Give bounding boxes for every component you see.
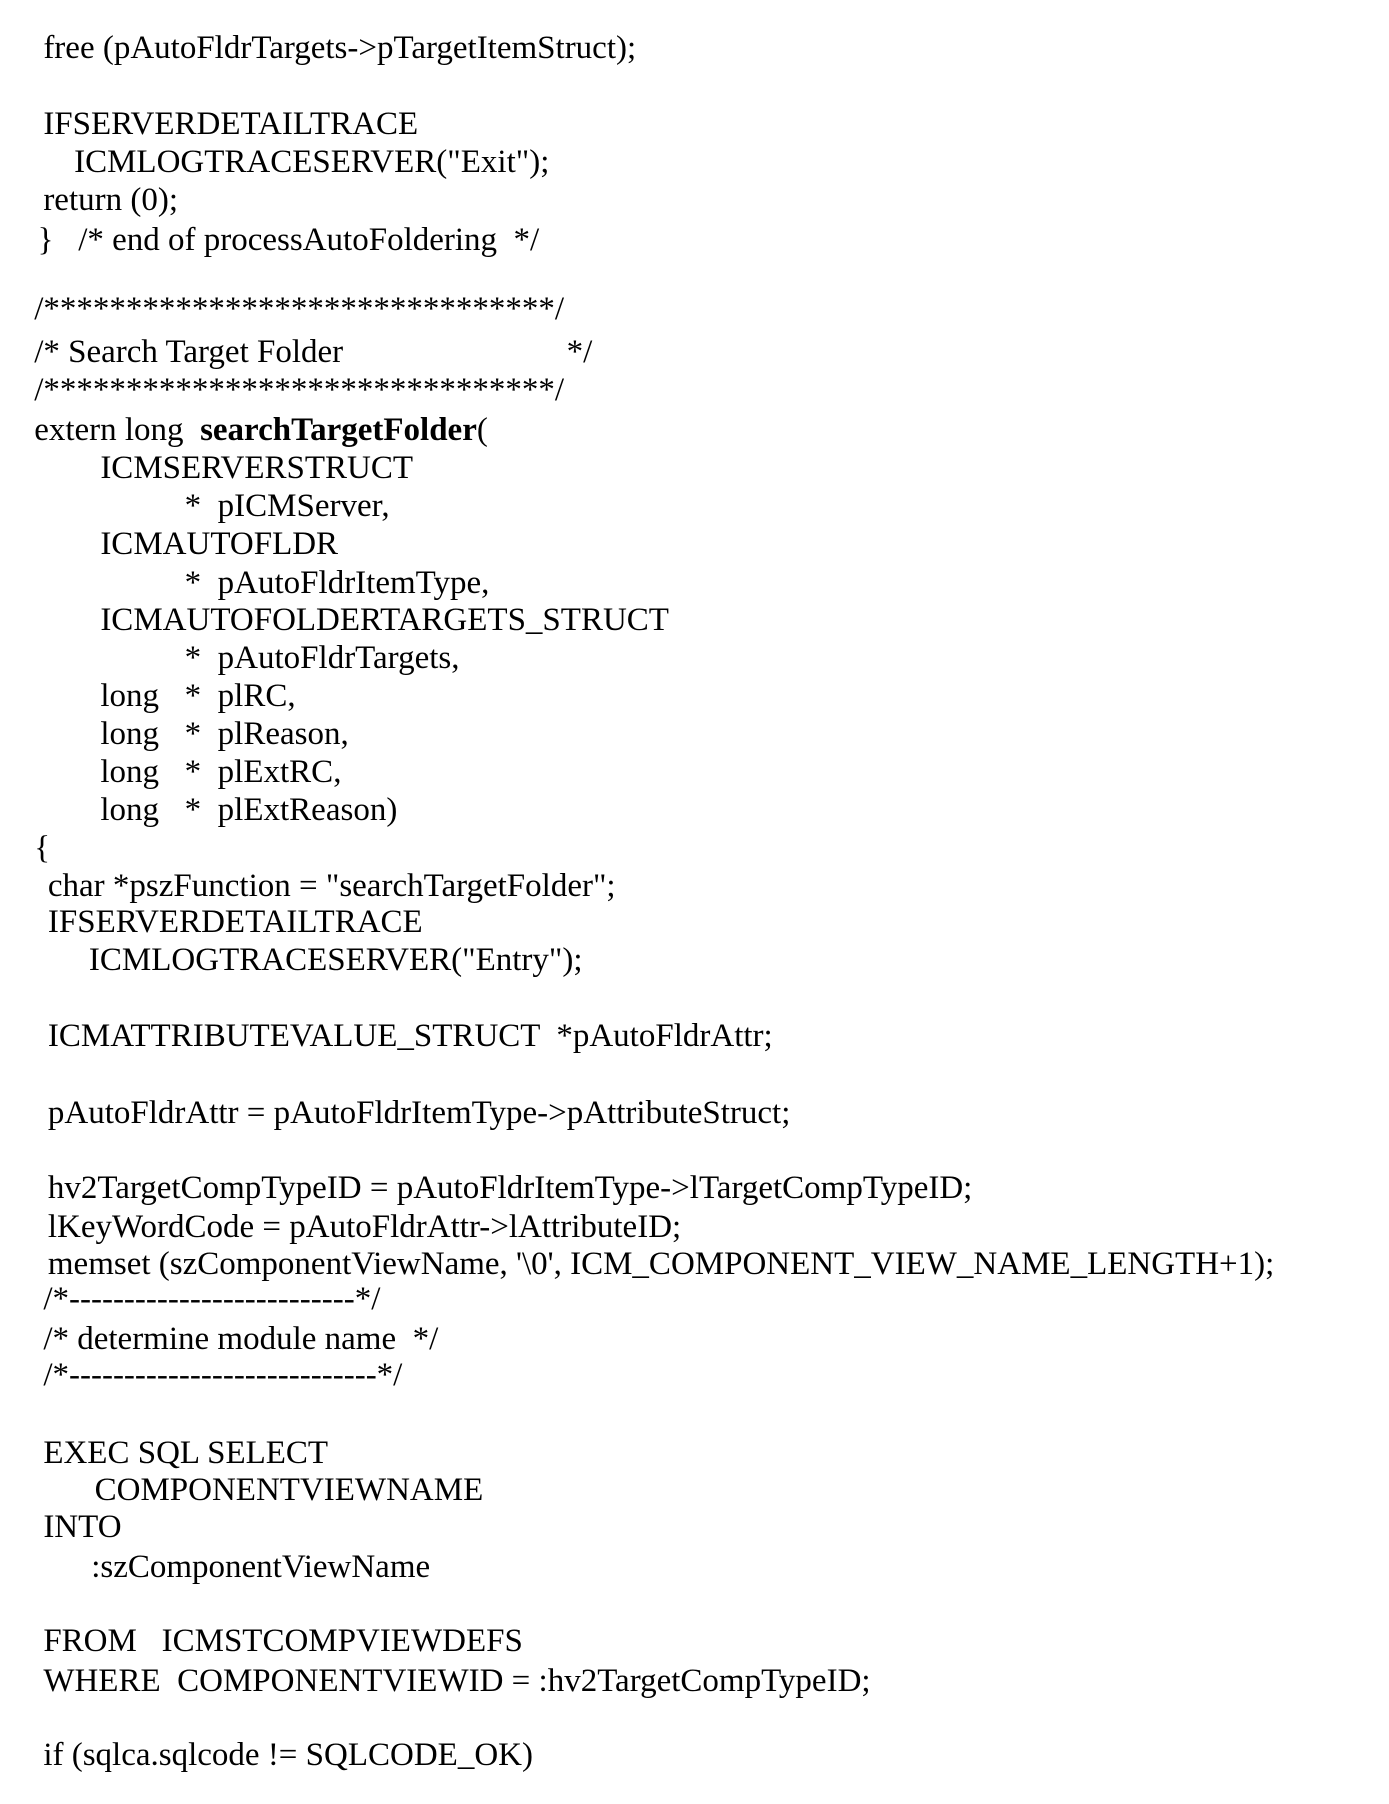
code-line — [43, 181, 178, 219]
code-line — [43, 1736, 533, 1774]
code-text: lKeyWordCode = pAutoFldrAttr->lAttributeID; — [48, 1209, 681, 1245]
code-line — [48, 1094, 791, 1132]
code-text: ICMSERVERSTRUCT — [100, 450, 413, 486]
code-line — [100, 677, 159, 715]
code-line — [34, 333, 343, 371]
code-text: free (pAutoFldrTargets->pTargetItemStruct); — [43, 30, 636, 66]
code-text: return (0); — [43, 182, 178, 218]
code-text: long — [100, 678, 159, 714]
code-line — [43, 105, 418, 143]
code-line — [91, 1548, 430, 1586]
code-text: ICMAUTOFOLDERTARGETS_STRUCT — [100, 602, 669, 638]
code-text: } /* end of processAutoFoldering */ — [38, 222, 540, 258]
code-text: FROM ICMSTCOMPVIEWDEFS — [43, 1623, 523, 1659]
code-line — [43, 1434, 328, 1472]
code-line — [34, 371, 564, 409]
code-text: * plRC, — [185, 677, 296, 715]
code-text: INTO — [43, 1509, 121, 1545]
code-text: :szComponentViewName — [91, 1549, 430, 1585]
function-name: searchTargetFolder — [200, 412, 477, 448]
code-text: ICMATTRIBUTEVALUE_STRUCT *pAutoFldrAttr; — [48, 1018, 773, 1054]
code-text: IFSERVERDETAILTRACE — [48, 904, 423, 940]
code-line — [95, 1471, 484, 1509]
code-line — [89, 941, 583, 979]
code-text: pAutoFldrAttr = pAutoFldrItemType->pAttributeStruct; — [48, 1095, 791, 1131]
code-line — [100, 715, 159, 753]
code-text: /*******************************/ — [34, 291, 564, 327]
code-text: ICMLOGTRACESERVER("Entry"); — [89, 942, 583, 978]
code-text: EXEC SQL SELECT — [43, 1435, 328, 1471]
code-line — [43, 1356, 402, 1394]
code-text: extern long — [34, 412, 200, 448]
code-line — [100, 791, 159, 829]
code-line — [74, 143, 549, 181]
code-text: long — [100, 716, 159, 752]
code-line — [43, 29, 636, 67]
code-line — [43, 1320, 438, 1358]
code-line — [34, 829, 50, 867]
code-line — [48, 1208, 681, 1246]
code-line — [48, 867, 616, 905]
code-line — [100, 601, 669, 639]
code-text: * pAutoFldrTargets, — [185, 640, 460, 676]
code-line — [43, 1508, 121, 1546]
code-text: ( — [477, 412, 488, 448]
code-text: /* determine module name */ — [43, 1321, 438, 1357]
code-line — [100, 525, 338, 563]
code-text: /*******************************/ — [34, 372, 564, 408]
code-text: COMPONENTVIEWNAME — [95, 1472, 484, 1508]
code-line — [43, 1662, 870, 1700]
code-line — [48, 903, 423, 941]
code-text: /*----------------------------*/ — [43, 1357, 402, 1393]
code-line — [185, 487, 390, 525]
code-text: IFSERVERDETAILTRACE — [43, 106, 418, 142]
code-line — [43, 1622, 523, 1660]
code-text: * pAutoFldrItemType, — [185, 565, 490, 601]
code-text: if (sqlca.sqlcode != SQLCODE_OK) — [43, 1737, 533, 1773]
code-line — [100, 753, 159, 791]
code-line — [185, 564, 490, 602]
code-line — [100, 449, 413, 487]
code-text: char *pszFunction = "searchTargetFolder"; — [48, 868, 616, 904]
code-text: * plExtReason) — [185, 791, 398, 829]
code-text: { — [34, 830, 50, 866]
code-text: /* Search Target Folder — [34, 334, 343, 370]
code-line — [34, 290, 564, 328]
code-text: */ — [567, 333, 593, 371]
code-line — [185, 639, 460, 677]
code-line — [43, 1280, 380, 1318]
code-text: * pICMServer, — [185, 488, 390, 524]
code-line — [38, 221, 540, 259]
code-text: /*--------------------------*/ — [43, 1281, 380, 1317]
code-text: ICMLOGTRACESERVER("Exit"); — [74, 144, 549, 180]
code-line — [48, 1245, 1274, 1283]
code-text: long — [100, 792, 159, 828]
code-text: long — [100, 754, 159, 790]
code-text: WHERE COMPONENTVIEWID = :hv2TargetCompTypeID; — [43, 1663, 870, 1699]
code-line — [48, 1017, 773, 1055]
code-line — [48, 1169, 972, 1207]
code-text: hv2TargetCompTypeID = pAutoFldrItemType->lTargetCompTypeID; — [48, 1170, 972, 1206]
code-text: * plExtRC, — [185, 753, 342, 791]
code-text: memset (szComponentViewName, '\0', ICM_COMPONENT_VIEW_NAME_LENGTH+1); — [48, 1246, 1274, 1282]
code-text: ICMAUTOFLDR — [100, 526, 338, 562]
code-line — [34, 411, 488, 449]
code-text: * plReason, — [185, 715, 349, 753]
